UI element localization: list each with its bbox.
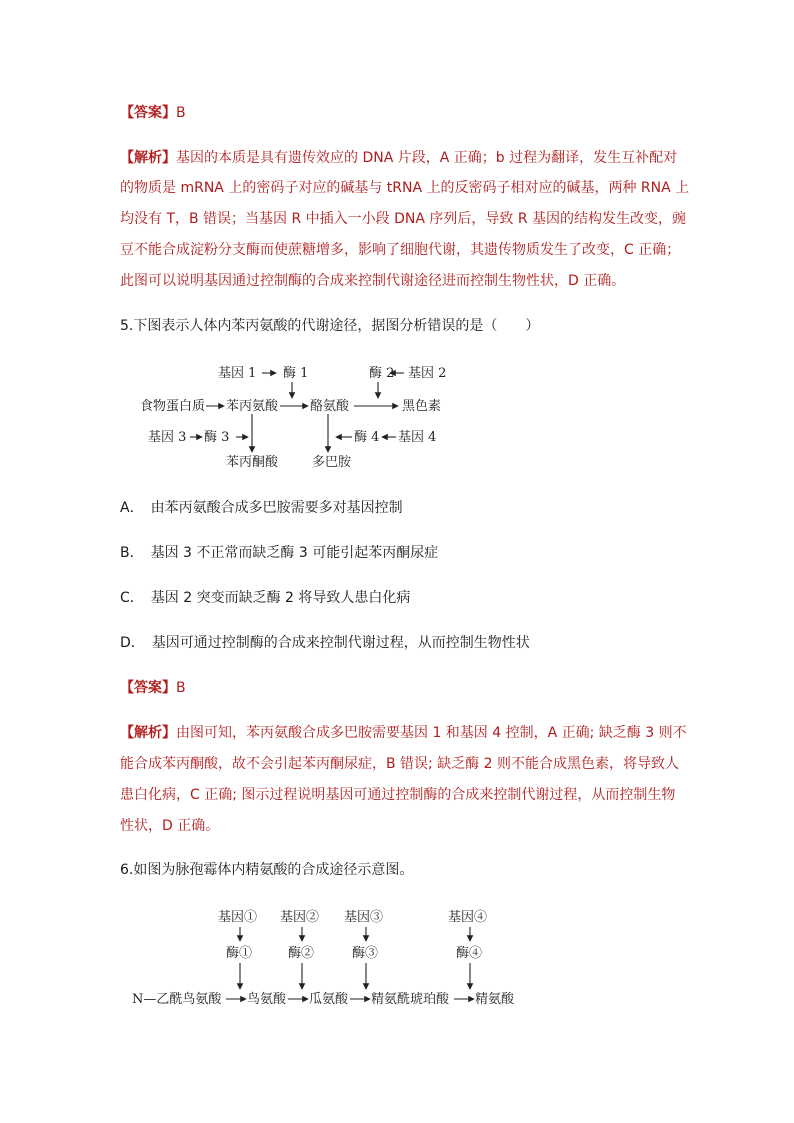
answer-line-1 [120,105,186,121]
question-5-stem: 5.下图表示人体内苯丙氨酸的代谢途径，据图分析错误的是（ ） [120,318,540,334]
chain-item-4: 精氨酰琥珀酸 [371,992,450,1007]
question-6-stem: 6.如图为脉孢霉体内精氨酸的合成途径示意图。 [120,862,414,878]
enzyme-2-label: 酶 2 [369,366,395,381]
analysis-line [120,150,677,166]
gene-2-label: 基因② [280,910,320,925]
analysis-line: 的物质是 mRNA 上的密码子对应的碱基与 tRNA 上的反密码子相对应的碱基，两种 RNA 上 [120,180,690,196]
answer-tag: 【答案】 [120,680,176,696]
enzyme-1-label: 酶 1 [283,366,309,381]
option-b: B． 基因 3 不正常而缺乏酶 3 可能引起苯丙酮尿症 [120,545,439,561]
analysis-line: 此图可以说明基因通过控制酶的合成来控制代谢途径进而控制生物性状，D 正确。 [120,273,626,289]
food-protein-label: 食物蛋白质 [140,399,206,414]
gene-1-label: 基因 1 [218,366,257,381]
arginine-pathway-diagram [132,905,522,1015]
gene-3-label: 基因 3 [148,430,187,445]
analysis-line: 能合成苯丙酮酸，故不会引起苯丙酮尿症，B 错误; 缺乏酶 2 则不能合成黑色素，将导致人 [120,756,680,772]
chain-item-5: 精氨酸 [475,992,515,1007]
gene-2-label: 基因 2 [408,366,447,381]
melanin-label: 黑色素 [402,399,442,414]
enzyme-3-label: 酶 3 [204,430,230,445]
enzyme-4-label: 酶 4 [354,430,380,445]
analysis-line: 患白化病，C 正确; 图示过程说明基因可通过控制酶的合成来控制代谢过程，从而控制生物 [120,787,676,803]
phenylpyruvate-label: 苯丙酮酸 [226,455,279,470]
answer-value: B [176,105,186,121]
analysis-tag: 【解析】 [120,725,176,741]
analysis-line: 豆不能合成淀粉分支酶而使蔗糖增多，影响了细胞代谢，其遗传物质发生了改变，C 正确； [120,242,681,258]
answer-line-2 [120,680,186,696]
gene-4-label: 基因④ [448,910,488,925]
answer-value: B [176,680,186,696]
option-a: A． 由苯丙氨酸合成多巴胺需要多对基因控制 [120,500,403,516]
gene-1-label: 基因① [218,910,258,925]
enzyme-2-label: 酶② [288,946,315,961]
tyrosine-label: 酪氨酸 [310,399,350,414]
phenylalanine-pathway-diagram [140,360,480,472]
option-c: C． 基因 2 突变而缺乏酶 2 将导致人患白化病 [120,590,411,606]
analysis-line: 性状，D 正确。 [120,818,220,834]
analysis-text: 基因的本质是具有遗传效应的 DNA 片段，A 正确；b 过程为翻译，发生互补配对 [176,150,678,166]
gene-4-label: 基因 4 [398,430,437,445]
chain-item-2: 鸟氨酸 [247,992,287,1007]
chain-item-1: N—乙酰鸟氨酸 [132,992,222,1007]
enzyme-4-label: 酶④ [456,946,483,961]
phenylalanine-label: 苯丙氨酸 [226,399,279,414]
chain-item-3: 瓜氨酸 [309,992,349,1007]
analysis-line: 均没有 T，B 错误；当基因 R 中插入一小段 DNA 序列后，导致 R 基因的结构发生改变，豌 [120,211,687,227]
answer-tag: 【答案】 [120,105,176,121]
analysis-tag: 【解析】 [120,150,176,166]
analysis-line [120,725,687,741]
dopamine-label: 多巴胺 [312,455,352,470]
enzyme-1-label: 酶① [226,946,253,961]
option-d: D． 基因可通过控制酶的合成来控制代谢过程，从而控制生物性状 [120,635,530,651]
analysis-text: 由图可知，苯丙氨酸合成多巴胺需要基因 1 和基因 4 控制，A 正确; 缺乏酶 3 则不 [176,725,687,741]
gene-3-label: 基因③ [344,910,384,925]
enzyme-3-label: 酶③ [352,946,379,961]
